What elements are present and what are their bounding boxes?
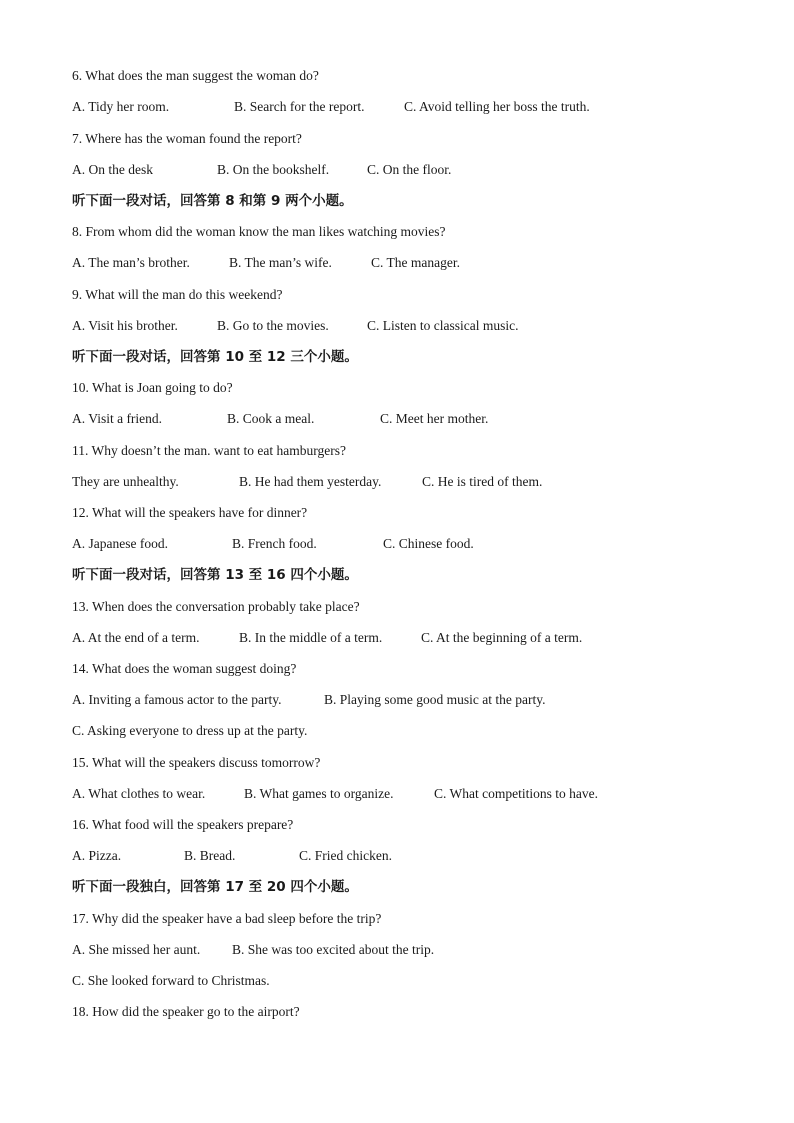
option-a: A. She missed her aunt. [72, 942, 201, 957]
question-18 [72, 1002, 300, 1022]
option-a: A. On the desk [72, 162, 153, 177]
option-c: C. The manager. [371, 255, 460, 270]
option-b: B. Cook a meal. [227, 411, 315, 426]
section-heading-17-20 [72, 877, 358, 897]
question-7 [72, 129, 302, 149]
section-heading-8-9 [72, 191, 353, 211]
question-13 [72, 597, 360, 617]
option-c: C. Fried chicken. [299, 848, 392, 863]
option-c: C. Avoid telling her boss the truth. [404, 99, 590, 114]
question-12 [72, 503, 307, 523]
question-text: 9. What will the man do this weekend? [72, 287, 283, 302]
option-b: B. He had them yesterday. [239, 474, 382, 489]
option-c: C. Asking everyone to dress up at the party. [72, 723, 308, 738]
question-text: 14. What does the woman suggest doing? [72, 661, 297, 676]
option-a: They are unhealthy. [72, 474, 179, 489]
option-a: A. Pizza. [72, 848, 122, 863]
option-a: A. Visit his brother. [72, 318, 178, 333]
section-text: 听下面一段对话，回答第 10 至 12 三个小题。 [72, 349, 358, 365]
question-text: 16. What food will the speakers prepare? [72, 817, 294, 832]
option-17-c [72, 971, 270, 991]
question-10 [72, 378, 233, 398]
option-c: C. On the floor. [367, 162, 452, 177]
option-c: C. At the beginning of a term. [421, 630, 583, 645]
option-c: C. She looked forward to Christmas. [72, 973, 270, 988]
question-text: 8. From whom did the woman know the man likes watching movies? [72, 224, 446, 239]
option-c: C. He is tired of them. [422, 474, 543, 489]
option-a: A. The man’s brother. [72, 255, 190, 270]
option-a: A. Inviting a famous actor to the party. [72, 692, 282, 707]
question-text: 13. When does the conversation probably take place? [72, 599, 360, 614]
option-c: C. What competitions to have. [434, 786, 598, 801]
question-14 [72, 659, 296, 679]
section-text: 听下面一段对话，回答第 8 和第 9 两个小题。 [72, 193, 353, 209]
question-11 [72, 441, 346, 461]
option-b: B. On the bookshelf. [217, 162, 330, 177]
section-text: 听下面一段独白，回答第 17 至 20 四个小题。 [72, 879, 358, 895]
section-text: 听下面一段对话，回答第 13 至 16 四个小题。 [72, 567, 358, 583]
option-c: C. Chinese food. [383, 536, 474, 551]
option-a: A. Visit a friend. [72, 411, 163, 426]
question-text: 11. Why doesn’t the man. want to eat hamburgers? [72, 443, 346, 458]
option-b: B. Playing some good music at the party. [324, 692, 546, 707]
question-text: 7. Where has the woman found the report? [72, 131, 302, 146]
question-text: 18. How did the speaker go to the airport? [72, 1004, 300, 1019]
option-b: B. French food. [232, 536, 317, 551]
option-c: C. Meet her mother. [380, 411, 489, 426]
question-text: 6. What does the man suggest the woman do? [72, 68, 319, 83]
question-text: 17. Why did the speaker have a bad sleep before the trip? [72, 911, 382, 926]
option-a: A. What clothes to wear. [72, 786, 206, 801]
option-a: A. Japanese food. [72, 536, 168, 551]
question-text: 12. What will the speakers have for dinner? [72, 505, 308, 520]
question-6 [72, 66, 319, 86]
option-a: A. Tidy her room. [72, 99, 170, 114]
option-14-c [72, 721, 307, 741]
option-b: B. Search for the report. [234, 99, 365, 114]
option-b: B. Go to the movies. [217, 318, 329, 333]
question-text: 10. What is Joan going to do? [72, 380, 233, 395]
question-9 [72, 285, 282, 305]
option-a: A. At the end of a term. [72, 630, 200, 645]
section-heading-13-16 [72, 565, 358, 585]
question-16 [72, 815, 293, 835]
question-15 [72, 753, 320, 773]
question-17 [72, 909, 381, 929]
option-b: B. In the middle of a term. [239, 630, 383, 645]
option-b: B. What games to organize. [244, 786, 394, 801]
option-b: B. The man’s wife. [229, 255, 332, 270]
section-heading-10-12 [72, 347, 358, 367]
question-8 [72, 222, 445, 242]
option-b: B. She was too excited about the trip. [232, 942, 435, 957]
option-c: C. Listen to classical music. [367, 318, 519, 333]
option-b: B. Bread. [184, 848, 236, 863]
question-text: 15. What will the speakers discuss tomorrow? [72, 755, 321, 770]
